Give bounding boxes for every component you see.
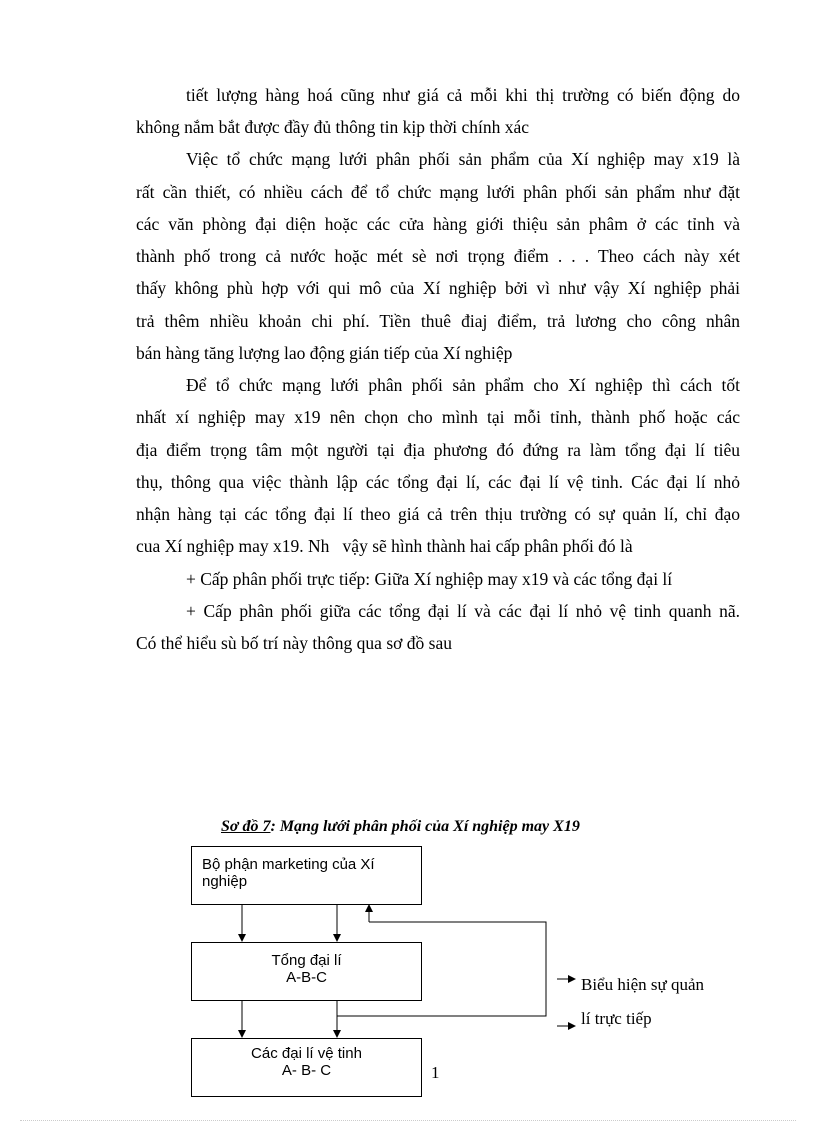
paragraph-line: Việc tổ chức mạng lưới phân phối sản phẩm của Xí nghiệp may x19 là xyxy=(186,149,740,169)
paragraph-line: Để tổ chức mạng lưới phân phối sản phẩm cho Xí nghiệp thì cách tốt xyxy=(186,375,740,395)
paragraph-line: thụ, thông qua việc thành lập các tổng đại lí, các đại lí vệ tinh. Các đại lí nhỏ xyxy=(136,472,740,492)
paragraph-line: bán hàng tăng lượng lao động gián tiếp của Xí nghiệp xyxy=(136,343,513,363)
paragraph-line: cua Xí nghiệp may x19. Nh vậy sẽ hình thành hai cấp phân phối đó là xyxy=(136,536,633,556)
box-label-line: Tổng đại lí xyxy=(271,952,342,969)
paragraph-line: rất cần thiết, có nhiều cách để tổ chức mạng lưới phân phối sản phẩm như đặt xyxy=(136,182,740,202)
box-label-line: A- B- C xyxy=(281,1062,332,1079)
page-bottom-divider xyxy=(20,1120,796,1121)
paragraph-line: các văn phòng đại diện hoặc các cửa hàng giới thiệu sản phâm ở các tỉnh và xyxy=(136,214,740,234)
paragraph-line: không nắm bắt được đầy đủ thông tin kịp thời chính xác xyxy=(136,117,529,137)
paragraph-line: + Cấp phân phối giữa các tổng đại lí và các đại lí nhỏ vệ tinh quanh nã. xyxy=(186,601,740,621)
marketing-department-box xyxy=(191,846,422,905)
paragraph-line: địa điểm trọng tâm một người tại địa phương đó đứng ra làm tổng đại lí tiêu xyxy=(136,440,740,460)
paragraph-line: thành phố trong cả nước hoặc mét sè nơi trọng điểm . . . Theo cách này xét xyxy=(136,246,740,266)
box-label-line: Các đại lí vệ tinh xyxy=(251,1045,362,1062)
box-label xyxy=(192,952,421,986)
paragraph-line: nhận hàng tại các tổng đại lí theo giá cả trên thịu trường có sự quản lí, chỉ đạo xyxy=(136,504,740,524)
box-label xyxy=(192,1045,421,1079)
paragraph-line: tiết lượng hàng hoá cũng như giá cả mỗi khi thị trường có biến động do xyxy=(186,85,740,105)
legend-text-2: lí trực tiếp xyxy=(581,1009,652,1028)
legend-text-1: Biểu hiện sự quản xyxy=(581,975,705,994)
paragraph-line: + Cấp phân phối trực tiếp: Giữa Xí nghiệp may x19 và các tổng đại lí xyxy=(186,569,673,589)
satellite-agents-box xyxy=(191,1038,422,1097)
page-number: 1 xyxy=(431,1063,440,1082)
general-agent-box xyxy=(191,942,422,1001)
box-label: Bộ phận marketing của Xí nghiệp xyxy=(202,856,375,890)
box-label-line: A-B-C xyxy=(286,969,327,986)
caption-label: Sơ đồ 7 xyxy=(221,818,271,835)
caption-title: : Mạng lưới phân phối của Xí nghiệp may X19 xyxy=(270,818,580,835)
paragraph-line: Có thể hiểu sù bố trí này thông qua sơ đồ sau xyxy=(136,633,452,653)
paragraph-line: thấy không phù hợp với qui mô của Xí nghiệp bởi vì như vậy Xí nghiệp phải xyxy=(136,278,740,298)
paragraph-line: nhất xí nghiệp may x19 nên chọn cho mình tại mỗi tỉnh, thành phố hoặc các xyxy=(136,407,740,427)
paragraph-line: trả thêm nhiều khoản chi phí. Tiền thuê điaj điểm, trả lương cho công nhân xyxy=(136,311,740,331)
